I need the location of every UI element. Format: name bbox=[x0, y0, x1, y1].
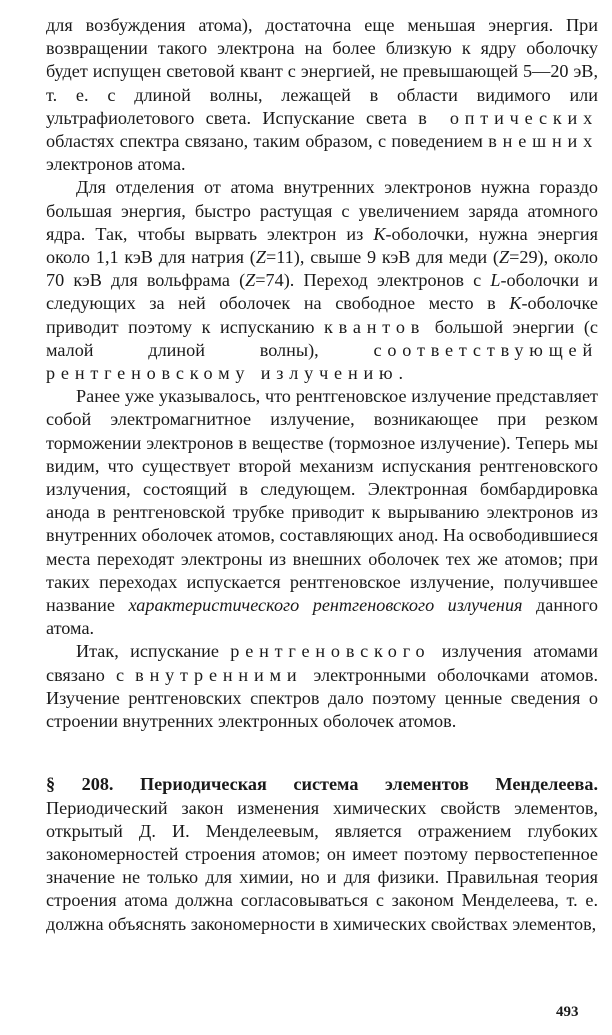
text-run: для возбуждения атома), достаточна еще меньшая энергия. При возвращении такого электрона на более близкую к ядру оболочку будет испущен световой квант с энергией, не превышающей 5—20 эВ, т. е. с длиной волны, лежащей в области видимого или ультрафиолетового света. Испускание света bbox=[46, 15, 598, 128]
text-run: =74). Переход электронов с bbox=[255, 270, 491, 291]
text-run: излучения атомами связано с bbox=[46, 641, 598, 685]
text-run: Периодический закон изменения химических свойств элементов, открытый Д. И. Менделеевым, является отражением глубоких закономерностей строения атомов; он имеет поэтому первостепенное значение не только для химии, но и для физики. Правильная теория строения атома должна согласовываться с законом Менделеева, т. е. должна объяснять закономерности в химических свойствах элементов, bbox=[46, 797, 598, 934]
spaced-emphasis: в оптических bbox=[418, 107, 598, 128]
spaced-emphasis: рентгеновского bbox=[230, 641, 431, 662]
italic-text: K bbox=[509, 293, 522, 314]
text-run: данного атома. bbox=[46, 595, 598, 639]
text-run: -оболочки, нужна энергия около 1,1 кэВ для натрия ( bbox=[46, 223, 598, 268]
section-208-mendeleev bbox=[46, 773, 598, 935]
italic-text: L bbox=[490, 270, 501, 291]
spaced-emphasis: квантов bbox=[324, 316, 426, 337]
text-run: -оболочке приводит поэтому к испусканию bbox=[46, 293, 598, 337]
text-run: областях спектра связано, таким образом, с поведением bbox=[46, 131, 489, 152]
spaced-emphasis: внутренними bbox=[135, 664, 303, 685]
text-run: . bbox=[398, 363, 404, 384]
text-run: =29), около 70 кэВ для вольфрама ( bbox=[46, 247, 599, 291]
paragraph-inner-electrons bbox=[46, 176, 598, 385]
paragraph-xray-mechanism bbox=[46, 385, 598, 640]
text-run: =11), свыше 9 кэВ для меди ( bbox=[266, 247, 499, 268]
italic-text: характеристического рентгеновского излучения bbox=[128, 595, 523, 616]
text-run: -оболочки и следующих за ней оболочек на свободное место в bbox=[46, 270, 598, 314]
spaced-emphasis: внешних bbox=[488, 131, 598, 152]
italic-text: K bbox=[373, 223, 386, 244]
text-run: Ранее уже указывалось, что рентгеновское излучение представляет собой электромагнитное излучение, возникающее при резком торможении электронов в веществе (тормозное излучение). Теперь мы видим, что существует второй механизм испускания рентгеновского излучения, состоящий в следующем. Электронная бомбардировка анода в рентгеновской трубке приводит к вырыванию электронов из внутренних оболочек атомов, составляющих анод. На освободившиеся места переходят электроны из внешних оболочек тех же атомов; при таких переходах испускается рентгеновское излучение, получившее название bbox=[46, 386, 598, 616]
italic-text: Z bbox=[245, 270, 256, 291]
text-run: Итак, испускание bbox=[76, 641, 231, 662]
italic-text: Z bbox=[498, 247, 510, 268]
text-run: Для отделения от атома внутренних электронов нужна гораздо большая энергия, быстро растущая с увеличением заряда атомного ядра. Так, чтобы вырвать электрон из bbox=[46, 177, 598, 244]
paragraph-conclusion bbox=[46, 640, 598, 733]
spaced-emphasis: соответствующей рентгеновскому излучению bbox=[46, 339, 598, 384]
text-run: большой энергии (с малой длиной волны), bbox=[46, 316, 598, 360]
italic-text: Z bbox=[255, 247, 266, 268]
page-number: 493 bbox=[556, 1004, 579, 1020]
text-run: электронов атома. bbox=[46, 154, 186, 175]
text-run: электронными оболочками атомов. Изучение рентгеновских спектров дало поэтому ценные сведения о строении внутренних электронных оболочек атомов. bbox=[46, 664, 598, 732]
text-page bbox=[46, 14, 598, 936]
section-heading: § 208. Периодическая система элементов Менделеева. bbox=[46, 774, 598, 795]
paragraph-atom-excitation bbox=[46, 14, 598, 176]
